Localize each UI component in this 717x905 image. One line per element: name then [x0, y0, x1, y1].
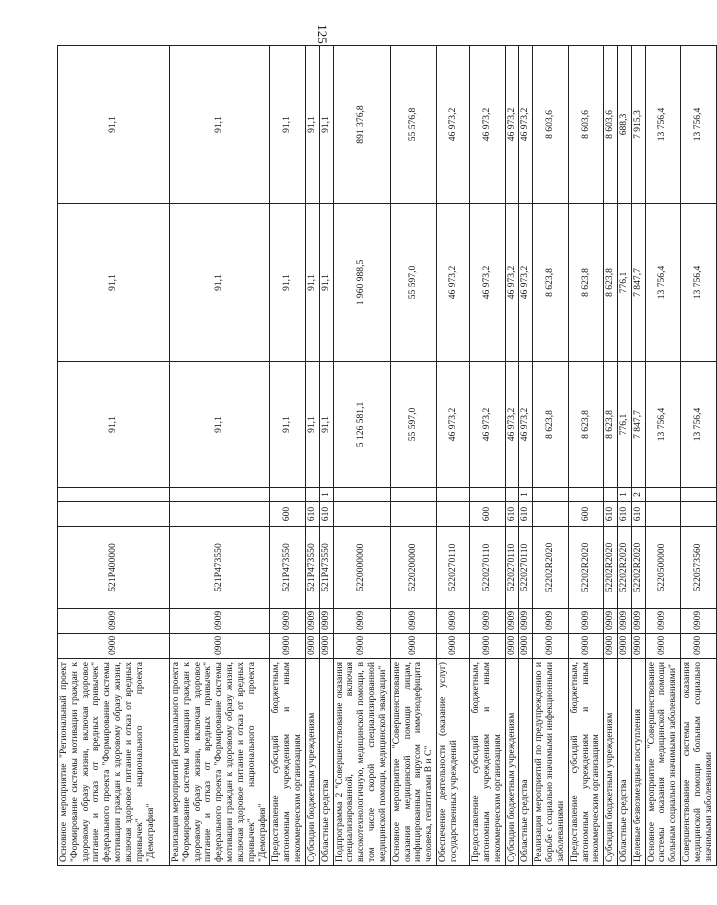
amount-year1-cell: 7 847,7	[631, 362, 645, 488]
amount-year3-cell: 891 376,8	[333, 46, 390, 204]
table-row	[305, 46, 319, 866]
amount-year1-cell: 8 623,8	[533, 362, 568, 488]
budget-table	[57, 45, 717, 866]
subsection-cell: 0909	[568, 609, 603, 634]
subsection-cell: 0909	[470, 609, 505, 634]
amount-year1-cell: 46 973,2	[519, 362, 533, 488]
amount-year1-cell: 46 973,2	[505, 362, 519, 488]
section-cell: 0900	[568, 634, 603, 659]
target-article-cell: 5220270110	[437, 527, 470, 609]
amount-year3-cell: 13 756,4	[681, 46, 716, 204]
amount-year3-cell: 13 756,4	[645, 46, 680, 204]
amount-year1-cell: 46 973,2	[437, 362, 470, 488]
funding-source-cell: 1	[519, 488, 533, 502]
funding-source-cell	[270, 488, 305, 502]
amount-year3-cell: 46 973,2	[519, 46, 533, 204]
subsection-cell: 0909	[333, 609, 390, 634]
funding-source-cell	[568, 488, 603, 502]
amount-year3-cell: 7 915,3	[631, 46, 645, 204]
name-cell: Совершенствование системы оказания медицинской помощи больным социально значимыми заболеваниями	[681, 659, 716, 866]
expense-type-cell	[390, 502, 436, 527]
amount-year2-cell: 7 847,7	[631, 204, 645, 362]
table-row	[58, 46, 170, 866]
table-row	[519, 46, 533, 866]
expense-type-cell: 600	[470, 502, 505, 527]
funding-source-cell	[470, 488, 505, 502]
amount-year1-cell: 55 597,0	[390, 362, 436, 488]
table-row	[470, 46, 505, 866]
section-cell: 0900	[470, 634, 505, 659]
subsection-cell: 0909	[604, 609, 618, 634]
table-row	[568, 46, 603, 866]
subsection-cell: 0909	[319, 609, 333, 634]
section-cell: 0900	[170, 634, 270, 659]
subsection-cell: 0909	[617, 609, 631, 634]
target-article-cell: 52202R2020	[631, 527, 645, 609]
funding-source-cell	[170, 488, 270, 502]
target-article-cell: 521P473550	[319, 527, 333, 609]
subsection-cell: 0909	[305, 609, 319, 634]
target-article-cell: 521P473550	[270, 527, 305, 609]
amount-year3-cell: 688,3	[617, 46, 631, 204]
name-cell: Предоставление субсидий бюджетным, автономным учреждениям и иным некоммерческим организациям	[568, 659, 603, 866]
name-cell: Целевые безвозмездные поступления	[631, 659, 645, 866]
funding-source-cell	[505, 488, 519, 502]
table-row	[319, 46, 333, 866]
name-cell: Основное мероприятие "Региональный проект "Формирование системы мотивации граждан к здоровому образу жизни, включая здоровое питание и отказ от вредных привычек" федерального проекта "Формирование системы мотивации граждан к здоровому образу жизни, включая здоровое питание и отказ от вредных привычек" национального проекта "Демография"	[58, 659, 170, 866]
target-article-cell: 52202R2020	[617, 527, 631, 609]
expense-type-cell	[681, 502, 716, 527]
expense-type-cell: 610	[617, 502, 631, 527]
amount-year2-cell: 91,1	[270, 204, 305, 362]
amount-year3-cell: 91,1	[58, 46, 170, 204]
amount-year2-cell: 55 597,0	[390, 204, 436, 362]
expense-type-cell	[333, 502, 390, 527]
section-cell: 0900	[333, 634, 390, 659]
target-article-cell: 5220270110	[470, 527, 505, 609]
subsection-cell: 0909	[390, 609, 436, 634]
amount-year1-cell: 91,1	[58, 362, 170, 488]
amount-year2-cell: 1 960 988,5	[333, 204, 390, 362]
amount-year1-cell: 91,1	[270, 362, 305, 488]
section-cell: 0900	[390, 634, 436, 659]
name-cell: Основное мероприятие "Совершенствование системы оказания медицинской помощи больным социально значимыми заболеваниями"	[645, 659, 680, 866]
subsection-cell: 0909	[519, 609, 533, 634]
name-cell: Предоставление субсидий бюджетным, автономным учреждениям и иным некоммерческим организациям	[270, 659, 305, 866]
subsection-cell: 0909	[533, 609, 568, 634]
subsection-cell: 0909	[58, 609, 170, 634]
amount-year3-cell: 91,1	[170, 46, 270, 204]
section-cell: 0900	[437, 634, 470, 659]
name-cell: Обеспечение деятельности (оказание услуг) государственных учреждений	[437, 659, 470, 866]
target-article-cell: 52202R2020	[533, 527, 568, 609]
table-row	[390, 46, 436, 866]
amount-year1-cell: 776,1	[617, 362, 631, 488]
table-row	[604, 46, 618, 866]
amount-year3-cell: 91,1	[305, 46, 319, 204]
rotated-page	[57, 46, 714, 866]
amount-year3-cell: 46 973,2	[437, 46, 470, 204]
table-row	[617, 46, 631, 866]
funding-source-cell: 2	[631, 488, 645, 502]
amount-year2-cell: 91,1	[319, 204, 333, 362]
name-cell: Основное мероприятие "Совершенствование оказания медицинской помощи лицам, инфицированным вирусом иммунодефицита человека, гепатитами В и С"	[390, 659, 436, 866]
target-article-cell: 52202R2020	[604, 527, 618, 609]
expense-type-cell	[58, 502, 170, 527]
target-article-cell: 52202R2020	[568, 527, 603, 609]
amount-year3-cell: 8 603,6	[568, 46, 603, 204]
amount-year3-cell: 46 973,2	[470, 46, 505, 204]
name-cell: Субсидии бюджетным учреждениям	[604, 659, 618, 866]
table-row	[333, 46, 390, 866]
target-article-cell: 5220270110	[505, 527, 519, 609]
target-article-cell: 5220500000	[645, 527, 680, 609]
expense-type-cell: 610	[505, 502, 519, 527]
subsection-cell: 0909	[437, 609, 470, 634]
subsection-cell: 0909	[681, 609, 716, 634]
section-cell: 0900	[604, 634, 618, 659]
amount-year3-cell: 8 603,6	[604, 46, 618, 204]
section-cell: 0900	[58, 634, 170, 659]
amount-year2-cell: 13 756,4	[645, 204, 680, 362]
target-article-cell: 5220573560	[681, 527, 716, 609]
amount-year1-cell: 91,1	[319, 362, 333, 488]
target-article-cell: 5220000000	[333, 527, 390, 609]
amount-year1-cell: 46 973,2	[470, 362, 505, 488]
funding-source-cell	[390, 488, 436, 502]
name-cell: Субсидии бюджетным учреждениям	[505, 659, 519, 866]
name-cell: Реализация мероприятий по предупреждению и борьбе с социально значимыми инфекционными заболеваниями	[533, 659, 568, 866]
funding-source-cell	[305, 488, 319, 502]
amount-year2-cell: 46 973,2	[519, 204, 533, 362]
section-cell: 0900	[305, 634, 319, 659]
amount-year1-cell: 91,1	[170, 362, 270, 488]
section-cell: 0900	[270, 634, 305, 659]
expense-type-cell: 610	[631, 502, 645, 527]
amount-year3-cell: 91,1	[270, 46, 305, 204]
amount-year1-cell: 5 126 581,1	[333, 362, 390, 488]
name-cell: Областные средства	[319, 659, 333, 866]
amount-year2-cell: 91,1	[305, 204, 319, 362]
expense-type-cell: 600	[568, 502, 603, 527]
name-cell: Предоставление субсидий бюджетным, автономным учреждениям и иным некоммерческим организациям	[470, 659, 505, 866]
funding-source-cell	[533, 488, 568, 502]
expense-type-cell: 610	[305, 502, 319, 527]
name-cell: Подпрограмма 2 "Совершенствование оказания специализированной, включая высокотехнологичную, медицинской помощи, в том числе скорой специализированной медицинской помощи, медицинской эвакуации"	[333, 659, 390, 866]
amount-year2-cell: 13 756,4	[681, 204, 716, 362]
amount-year2-cell: 46 973,2	[505, 204, 519, 362]
amount-year2-cell: 8 623,8	[568, 204, 603, 362]
subsection-cell: 0909	[645, 609, 680, 634]
amount-year2-cell: 91,1	[170, 204, 270, 362]
target-article-cell: 5220270110	[519, 527, 533, 609]
amount-year1-cell: 91,1	[305, 362, 319, 488]
target-article-cell: 521P400000	[58, 527, 170, 609]
page-number: 125	[314, 24, 330, 44]
amount-year2-cell: 8 623,8	[604, 204, 618, 362]
table-row	[505, 46, 519, 866]
amount-year1-cell: 13 756,4	[681, 362, 716, 488]
funding-source-cell: 1	[319, 488, 333, 502]
expense-type-cell: 600	[270, 502, 305, 527]
funding-source-cell	[333, 488, 390, 502]
section-cell: 0900	[617, 634, 631, 659]
table-body	[58, 46, 717, 866]
funding-source-cell	[437, 488, 470, 502]
section-cell: 0900	[631, 634, 645, 659]
table-row	[170, 46, 270, 866]
section-cell: 0900	[533, 634, 568, 659]
target-article-cell: 5220200000	[390, 527, 436, 609]
amount-year2-cell: 46 973,2	[437, 204, 470, 362]
expense-type-cell	[437, 502, 470, 527]
section-cell: 0900	[645, 634, 680, 659]
amount-year1-cell: 13 756,4	[645, 362, 680, 488]
table-row	[681, 46, 716, 866]
amount-year3-cell: 91,1	[319, 46, 333, 204]
expense-type-cell: 610	[319, 502, 333, 527]
table-row	[437, 46, 470, 866]
table-row	[533, 46, 568, 866]
amount-year1-cell: 8 623,8	[604, 362, 618, 488]
funding-source-cell	[681, 488, 716, 502]
expense-type-cell	[533, 502, 568, 527]
amount-year2-cell: 776,1	[617, 204, 631, 362]
name-cell: Областные средства	[519, 659, 533, 866]
funding-source-cell: 1	[617, 488, 631, 502]
table-row	[645, 46, 680, 866]
funding-source-cell	[604, 488, 618, 502]
name-cell: Областные средства	[617, 659, 631, 866]
subsection-cell: 0909	[170, 609, 270, 634]
subsection-cell: 0909	[631, 609, 645, 634]
name-cell: Субсидии бюджетным учреждениям	[305, 659, 319, 866]
expense-type-cell: 610	[604, 502, 618, 527]
amount-year3-cell: 8 603,6	[533, 46, 568, 204]
target-article-cell: 521P473550	[170, 527, 270, 609]
subsection-cell: 0909	[270, 609, 305, 634]
name-cell: Реализация мероприятий регионального проекта "Формирование системы мотивации граждан к здоровому образу жизни, включая здоровое питание и отказ от вредных привычек" федерального проекта "Формирование системы мотивации граждан к здоровому образу жизни, включая здоровое питание и отказ от вредных привычек" национального проекта "Демография"	[170, 659, 270, 866]
amount-year3-cell: 55 576,8	[390, 46, 436, 204]
section-cell: 0900	[681, 634, 716, 659]
funding-source-cell	[645, 488, 680, 502]
section-cell: 0900	[519, 634, 533, 659]
expense-type-cell	[170, 502, 270, 527]
amount-year2-cell: 46 973,2	[470, 204, 505, 362]
funding-source-cell	[58, 488, 170, 502]
section-cell: 0900	[505, 634, 519, 659]
amount-year2-cell: 8 623,8	[533, 204, 568, 362]
table-row	[631, 46, 645, 866]
section-cell: 0900	[319, 634, 333, 659]
amount-year3-cell: 46 973,2	[505, 46, 519, 204]
subsection-cell: 0909	[505, 609, 519, 634]
target-article-cell: 521P473550	[305, 527, 319, 609]
amount-year1-cell: 8 623,8	[568, 362, 603, 488]
amount-year2-cell: 91,1	[58, 204, 170, 362]
expense-type-cell	[645, 502, 680, 527]
expense-type-cell: 610	[519, 502, 533, 527]
table-row	[270, 46, 305, 866]
